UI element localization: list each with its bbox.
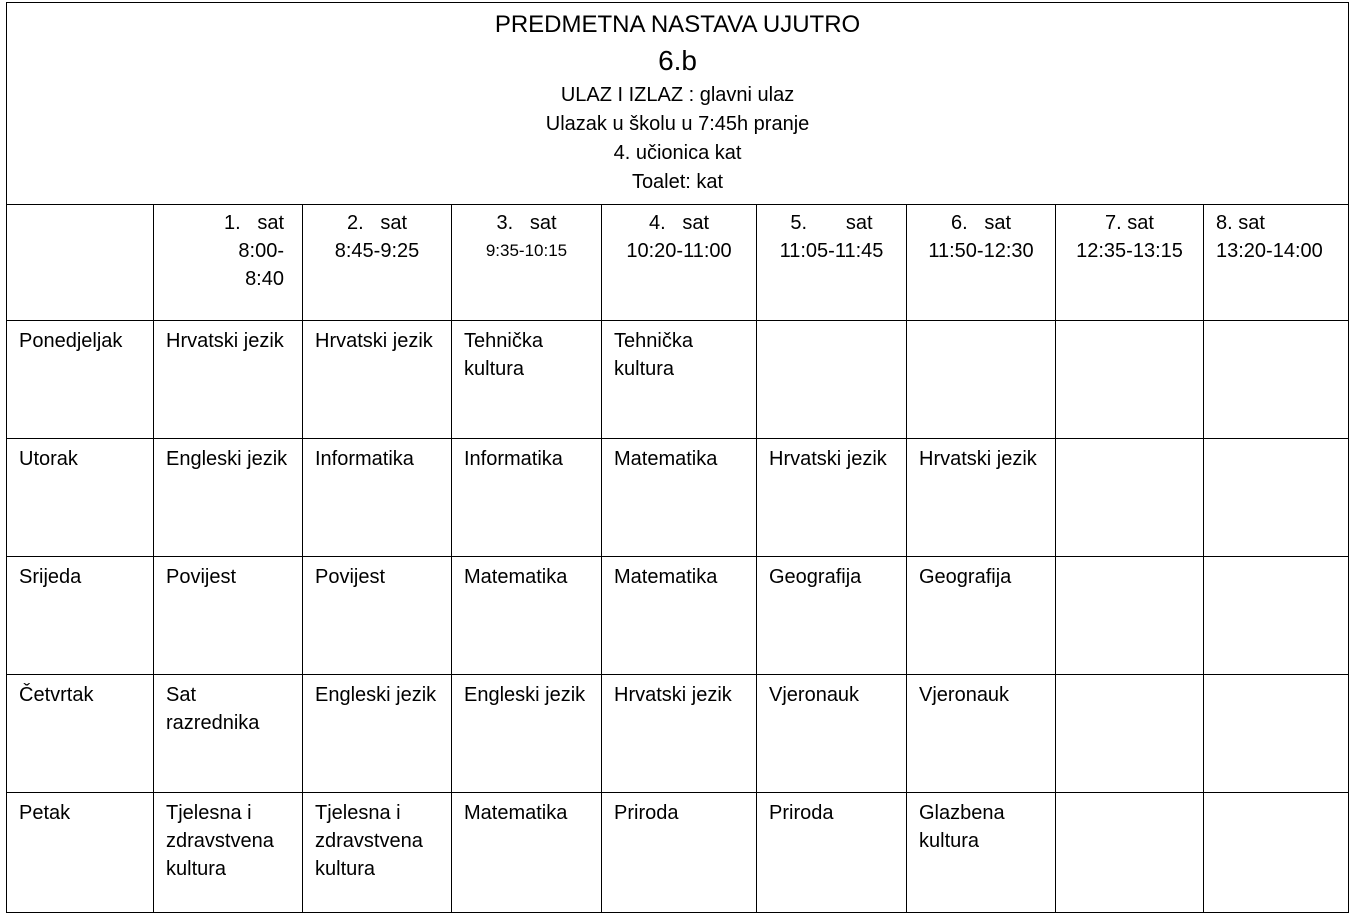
subject-cell: Priroda bbox=[757, 793, 907, 913]
subject-cell bbox=[1056, 793, 1204, 913]
hour-header-6 bbox=[907, 205, 1056, 321]
hour-time: 9:35-10:15 bbox=[485, 241, 568, 260]
hour-header-8 bbox=[1204, 205, 1349, 321]
subject-cell: Hrvatski jezik bbox=[602, 675, 757, 793]
subject-cell: Matematika bbox=[602, 557, 757, 675]
hour-label: 6. sat bbox=[950, 212, 1012, 234]
subject-cell bbox=[1056, 675, 1204, 793]
subject-cell bbox=[1056, 321, 1204, 439]
subject-cell: Tjelesna i zdravstvena kultura bbox=[303, 793, 452, 913]
day-name-cell: Utorak bbox=[7, 439, 154, 557]
hour-header-1 bbox=[154, 205, 303, 321]
subject-cell bbox=[1204, 793, 1349, 913]
day-name-cell: Petak bbox=[7, 793, 154, 913]
subject-cell: Engleski jezik bbox=[154, 439, 303, 557]
day-row bbox=[7, 557, 1349, 675]
subject-cell: Geografija bbox=[757, 557, 907, 675]
hour-header-7 bbox=[1056, 205, 1204, 321]
subject-cell bbox=[1056, 557, 1204, 675]
hour-header-5 bbox=[757, 205, 907, 321]
day-name-cell: Ponedjeljak bbox=[7, 321, 154, 439]
subject-cell bbox=[1204, 675, 1349, 793]
subject-cell bbox=[1204, 321, 1349, 439]
hour-header-2 bbox=[303, 205, 452, 321]
subject-cell bbox=[1204, 557, 1349, 675]
entrance-info: ULAZ I IZLAZ : glavni ulaz bbox=[560, 84, 795, 106]
subject-cell: Vjeronauk bbox=[907, 675, 1056, 793]
corner-cell bbox=[7, 205, 154, 321]
hour-label: 4. sat bbox=[648, 212, 710, 234]
subject-cell bbox=[907, 321, 1056, 439]
hour-header-4 bbox=[602, 205, 757, 321]
day-name-cell: Srijeda bbox=[7, 557, 154, 675]
subject-cell: Hrvatski jezik bbox=[757, 439, 907, 557]
subject-cell: Sat razrednika bbox=[154, 675, 303, 793]
hour-label: 5. sat bbox=[790, 212, 873, 234]
day-row bbox=[7, 793, 1349, 913]
subject-cell bbox=[1056, 439, 1204, 557]
subject-cell: Glazbena kultura bbox=[907, 793, 1056, 913]
hour-label: 7. sat bbox=[1105, 212, 1154, 234]
hour-label: 1. sat bbox=[223, 212, 284, 234]
hour-time-start: 8:00- bbox=[238, 240, 284, 262]
subject-cell: Matematika bbox=[452, 557, 602, 675]
subject-cell: Povijest bbox=[154, 557, 303, 675]
subject-cell: Matematika bbox=[602, 439, 757, 557]
hour-time: 8:45-9:25 bbox=[334, 240, 420, 262]
subject-cell: Informatika bbox=[303, 439, 452, 557]
schedule-page bbox=[6, 2, 1348, 913]
hour-time: 13:20-14:00 bbox=[1216, 240, 1323, 262]
subject-cell: Hrvatski jezik bbox=[907, 439, 1056, 557]
hour-time: 11:05-11:45 bbox=[779, 240, 884, 262]
day-row bbox=[7, 439, 1349, 557]
hour-time-end: 8:40 bbox=[245, 268, 284, 290]
subject-cell: Engleski jezik bbox=[452, 675, 602, 793]
subject-cell: Priroda bbox=[602, 793, 757, 913]
subject-cell bbox=[757, 321, 907, 439]
subject-cell: Hrvatski jezik bbox=[154, 321, 303, 439]
subject-cell: Tehnička kultura bbox=[452, 321, 602, 439]
hour-header-3 bbox=[452, 205, 602, 321]
hour-time: 10:20-11:00 bbox=[626, 240, 732, 262]
day-name-cell: Četvrtak bbox=[7, 675, 154, 793]
subject-cell: Tehnička kultura bbox=[602, 321, 757, 439]
class-name: 6.b bbox=[658, 45, 697, 76]
arrival-info: Ulazak u školu u 7:45h pranje bbox=[545, 113, 810, 135]
subject-cell: Vjeronauk bbox=[757, 675, 907, 793]
classroom-info: 4. učionica kat bbox=[613, 142, 742, 164]
day-row bbox=[7, 675, 1349, 793]
hour-label: 2. sat bbox=[346, 212, 408, 234]
subject-cell: Informatika bbox=[452, 439, 602, 557]
hour-label: 8. sat bbox=[1216, 212, 1265, 234]
subject-cell: Tjelesna i zdravstvena kultura bbox=[154, 793, 303, 913]
hour-time: 12:35-13:15 bbox=[1076, 240, 1183, 262]
page-title: PREDMETNA NASTAVA UJUTRO bbox=[494, 11, 861, 38]
subject-cell: Matematika bbox=[452, 793, 602, 913]
subject-cell: Hrvatski jezik bbox=[303, 321, 452, 439]
hours-row bbox=[7, 205, 1349, 321]
header-block bbox=[7, 3, 1349, 205]
subject-cell: Engleski jezik bbox=[303, 675, 452, 793]
hour-label: 3. sat bbox=[496, 212, 557, 234]
subject-cell: Povijest bbox=[303, 557, 452, 675]
day-row bbox=[7, 321, 1349, 439]
toilet-info: Toalet: kat bbox=[631, 171, 724, 193]
subject-cell: Geografija bbox=[907, 557, 1056, 675]
subject-cell bbox=[1204, 439, 1349, 557]
hour-time: 11:50-12:30 bbox=[928, 240, 1034, 262]
day-rows bbox=[7, 321, 1349, 913]
timetable bbox=[6, 2, 1349, 913]
